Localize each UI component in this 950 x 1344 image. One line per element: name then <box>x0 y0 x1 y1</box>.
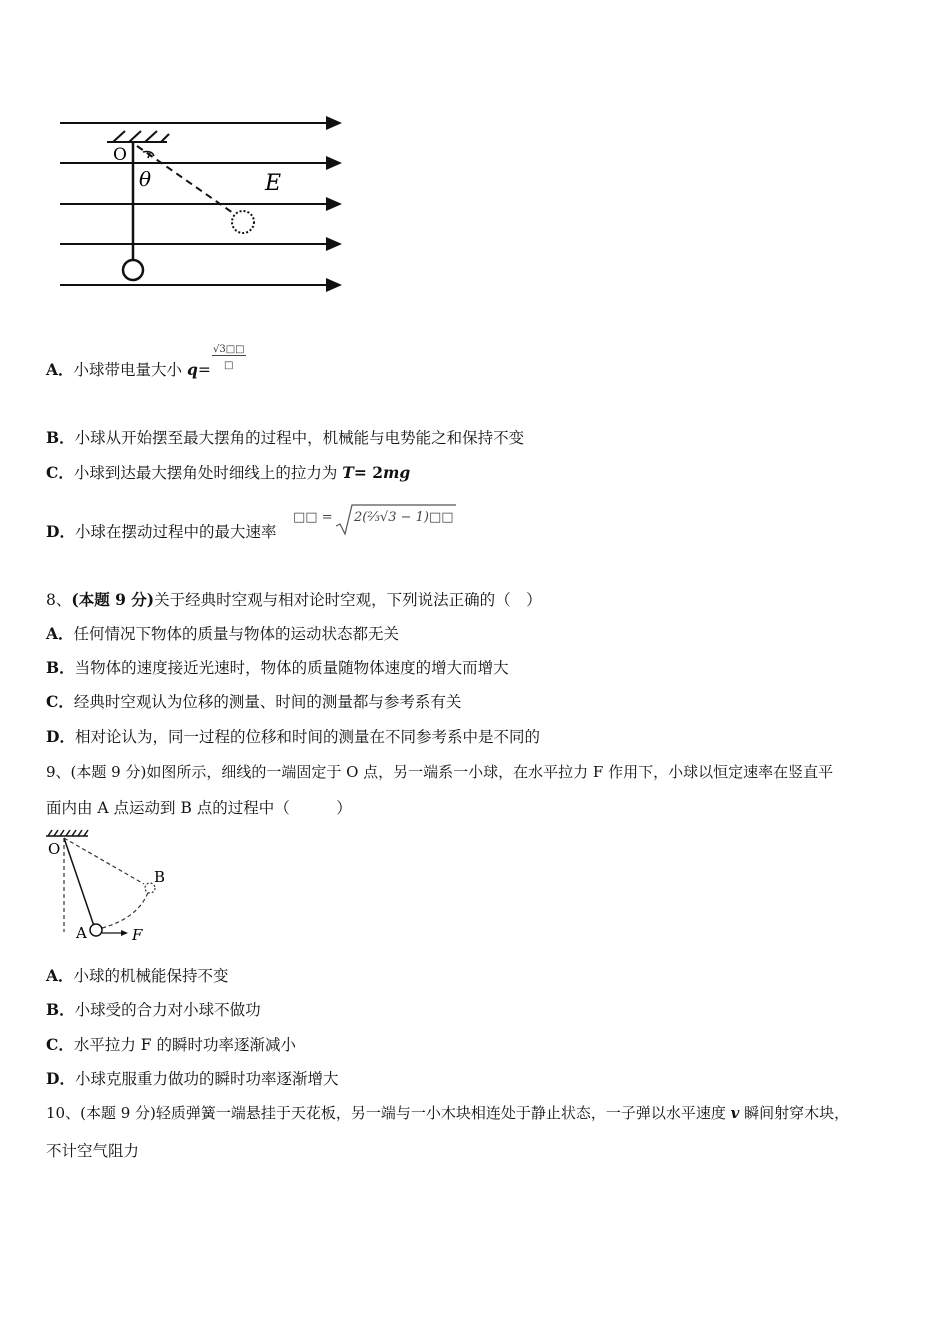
q7-option-d: D．小球在摆动过程中的最大速率 <box>46 522 277 541</box>
q9-option-b: B．小球受的合力对小球不做功 <box>46 1000 261 1019</box>
q7-option-a: A．小球带电量大小 q= <box>46 360 211 379</box>
label-O: O <box>48 840 61 858</box>
q10-stem-line2: 不计空气阻力 <box>46 1142 140 1160</box>
label-O: O <box>113 145 127 165</box>
q9-stem-line1: 9、(本题 9 分)如图所示，细线的一端固定于 O 点，另一端系一小球，在水平拉力 F 作用下，小球以恒定速率在竖直平 <box>46 763 834 781</box>
q9-option-d: D．小球克服重力做功的瞬时功率逐渐增大 <box>46 1069 339 1088</box>
q8-stem: 8、(本题 9 分)关于经典时空观与相对论时空观，下列说法正确的（ ） <box>46 590 542 609</box>
label-F: F <box>132 926 143 944</box>
q9-option-a: A．小球的机械能保持不变 <box>46 966 229 985</box>
q7-a-fraction-denominator: □ <box>224 360 234 371</box>
q7-a-fraction-numerator: √3□□ <box>213 344 245 355</box>
figure-electric-field-pendulum <box>55 110 375 310</box>
q8-option-c: C．经典时空观认为位移的测量、时间的测量都与参考系有关 <box>46 692 462 711</box>
label-B: B <box>154 868 166 886</box>
q10-stem-line1: 10、(本题 9 分)轻质弹簧一端悬挂于天花板，另一端与一小木块相连处于静止状态，一子弹以水平速度 v 瞬间射穿木块， <box>46 1104 850 1122</box>
q7-option-c: C．小球到达最大摆角处时细线上的拉力为 T= 2mg <box>46 463 411 482</box>
label-theta: θ <box>139 167 152 191</box>
q8-option-a: A．任何情况下物体的质量与物体的运动状态都无关 <box>46 624 400 643</box>
q8-option-b: B．当物体的速度接近光速时，物体的质量随物体速度的增大而增大 <box>46 658 509 677</box>
q8-option-d: D．相对论认为，同一过程的位移和时间的测量在不同参考系中是不同的 <box>46 727 540 746</box>
label-E: E <box>265 171 282 196</box>
q9-stem-line2: 面内由 A 点运动到 B 点的过程中（ ） <box>46 799 352 817</box>
q7-d-formula-rhs: 2(²⁄₃√3 − 1)□□ <box>354 510 454 525</box>
q9-option-c: C．水平拉力 F 的瞬时功率逐渐减小 <box>46 1035 296 1054</box>
q7-option-b: B．小球从开始摆至最大摆角的过程中，机械能与电势能之和保持不变 <box>46 428 525 447</box>
label-A: A <box>76 924 87 942</box>
q7-d-formula-lhs: □□ = <box>293 510 333 525</box>
figure-pendulum-a-to-b <box>44 826 194 946</box>
